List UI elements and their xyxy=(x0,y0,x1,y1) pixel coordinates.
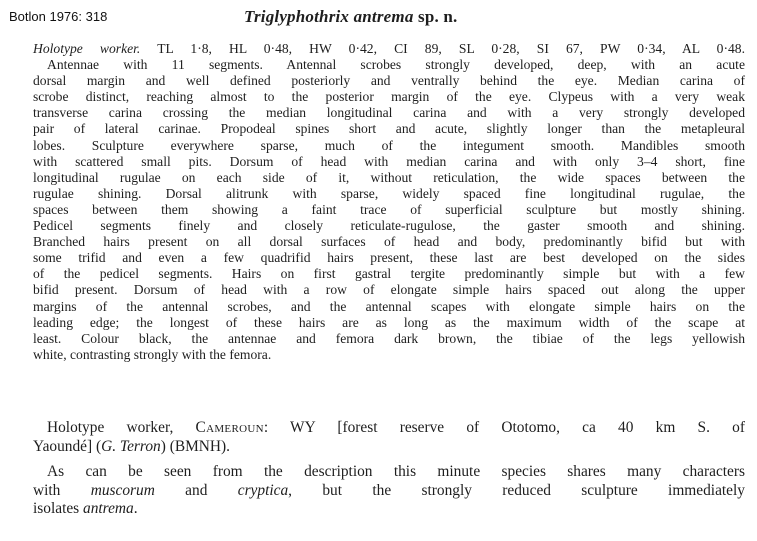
material-line-2 xyxy=(33,438,745,457)
description-line: Branched hairs present on all dorsal surfaces of head and body, predominantly bifid but with xyxy=(33,234,745,250)
measurement-line xyxy=(33,41,745,57)
text-fragment: with xyxy=(33,481,91,499)
description-line: some trifid and even a few quadrifid hairs present, these last are best developed on the sides xyxy=(33,250,745,266)
description-line: dorsal margin and well defined posteriorly and ventrally behind the eye. Median carina of xyxy=(33,73,745,89)
depository: ) (BMNH). xyxy=(160,437,230,455)
locality-continued: Yaoundé] ( xyxy=(33,437,102,455)
description-line: bifid present. Dorsum of head with a row of elongate simple hairs spaced out along the upper xyxy=(33,282,745,298)
description-line: spaces between them showing a faint trace of superficial sculpture but mostly shining. xyxy=(33,201,745,217)
material-examined xyxy=(33,419,745,456)
measurements: TL 1·8, HL 0·48, HW 0·42, CI 89, SL 0·28, SI 67, PW 0·34, AL 0·48. xyxy=(157,41,745,56)
description-line: lobes. Sculpture everywhere sparse, much of the integument smooth. Mandibles smooth xyxy=(33,137,745,153)
material-line-1 xyxy=(33,419,745,438)
description-line: Pedicel segments finely and closely reticulate-rugulose, the gaster smooth and shining. xyxy=(33,218,745,234)
country-name: Cameroun xyxy=(195,419,264,436)
remarks-line-1: As can be seen from the description this minute species shares many characters xyxy=(47,463,745,480)
text-fragment: and xyxy=(154,481,238,499)
description-line: margins of the antennal scrobes, and the antennal scapes with elongate simple hairs on the xyxy=(33,298,745,314)
citation-label: Botlon 1976: 318 xyxy=(9,9,108,24)
species-title xyxy=(244,7,457,27)
description-line: Antennae with 11 segments. Antennal scrobes strongly developed, deep, with an acute xyxy=(47,57,745,73)
description-line: with scattered small pits. Dorsum of head with median carina and with only 3–4 short, fine xyxy=(33,153,745,169)
species-ref: cryptica xyxy=(237,481,289,499)
description-line: rugulae shining. Dorsal alitrunk with sparse, widely spaced fine longitudinal rugulae, the xyxy=(33,185,745,201)
description-line: least. Colour black, the antennae and femora dark brown, the tibiae of the legs yellowish xyxy=(33,330,745,346)
description-line: leading edge; the longest of these hairs are as long as the maximum width of the scape at xyxy=(33,314,745,330)
description-line: transverse carina crossing the median longitudinal carina and with a very strongly developed xyxy=(33,105,745,121)
description-line: pair of lateral carinae. Propodeal spines short and acute, slightly longer than the metapleural xyxy=(33,121,745,137)
description-line: longitudinal rugulae on each side of it, without reticulation, the wide spaces between the xyxy=(33,169,745,185)
text-fragment: . xyxy=(133,500,138,517)
description-line: scrobe distinct, reaching almost to the posterior margin of the eye. Clypeus with a very weak xyxy=(33,89,745,105)
locality: : WY [forest reserve of Ototomo, ca 40 km S. of xyxy=(263,419,745,436)
collector-name: G. Terron xyxy=(101,437,161,455)
species-name: Triglyphothrix antrema xyxy=(244,7,414,26)
holotype-prefix: Holotype worker, xyxy=(47,419,174,436)
description-line: white, contrasting strongly with the femora. xyxy=(33,346,272,362)
description-line: of the pedicel segments. Hairs on first gastral tergite predominantly simple but with a few xyxy=(33,266,745,282)
species-ref: muscorum xyxy=(90,481,155,499)
species-status: sp. n. xyxy=(418,7,458,26)
species-ref: antrema xyxy=(83,500,134,517)
remarks-paragraph xyxy=(33,463,745,519)
text-fragment: isolates xyxy=(33,500,84,517)
remarks-line-3 xyxy=(33,500,745,519)
description-paragraph xyxy=(33,41,745,363)
holotype-label: Holotype worker. xyxy=(33,41,141,56)
remarks-line-2 xyxy=(33,482,745,501)
text-fragment: , but the strongly reduced sculpture immediately xyxy=(288,481,745,499)
